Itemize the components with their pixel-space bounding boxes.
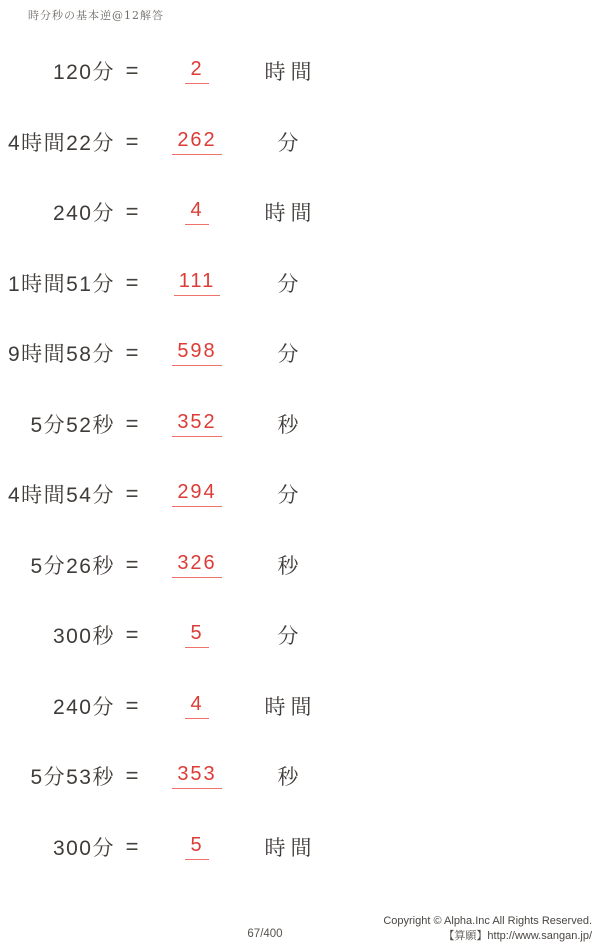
question-text: 1時間51分 (7, 272, 115, 296)
answer-value: 111 (174, 270, 220, 296)
unit-label: 分 (277, 272, 304, 296)
page-title: 時分秒の基本逆@12解答 (28, 9, 164, 22)
unit-label: 分 (277, 131, 304, 155)
problem-list (0, 36, 600, 882)
equals-sign: = (125, 481, 139, 507)
answer-cell (149, 270, 245, 296)
problem-row (0, 459, 600, 530)
answer-value: 5 (185, 834, 208, 860)
problem-row (0, 389, 600, 460)
equals-sign: = (125, 199, 139, 225)
problem-row (0, 177, 600, 248)
problem-row (0, 36, 600, 107)
copyright-line2: 【算願】http://www.sangan.jp/ (443, 929, 592, 942)
unit-label: 時間 (264, 202, 317, 226)
answer-cell (149, 834, 245, 860)
copyright (383, 914, 592, 943)
equals-sign: = (125, 622, 139, 648)
equals-sign: = (125, 410, 139, 436)
equals-sign: = (125, 763, 139, 789)
answer-cell (149, 340, 245, 366)
answer-cell (149, 58, 245, 84)
question-text: 240分 (52, 202, 115, 226)
equals-sign: = (125, 692, 139, 718)
question-text: 5分53秒 (30, 766, 115, 790)
question-text: 300分 (52, 836, 115, 860)
equals-sign: = (125, 833, 139, 859)
answer-value: 262 (172, 129, 221, 155)
answer-cell (149, 199, 245, 225)
answer-value: 2 (185, 58, 208, 84)
answer-cell (149, 763, 245, 789)
answer-cell (149, 622, 245, 648)
equals-sign: = (125, 269, 139, 295)
question-text: 5分26秒 (30, 554, 115, 578)
problem-row (0, 741, 600, 812)
unit-label: 分 (277, 484, 304, 508)
unit-label: 分 (277, 625, 304, 649)
answer-value: 353 (172, 763, 221, 789)
answer-cell (149, 129, 245, 155)
equals-sign: = (125, 551, 139, 577)
question-text: 300秒 (52, 625, 115, 649)
answer-value: 5 (185, 622, 208, 648)
unit-label: 秒 (277, 766, 304, 790)
equals-sign: = (125, 340, 139, 366)
unit-label: 秒 (277, 413, 304, 437)
answer-value: 294 (172, 481, 221, 507)
unit-label: 時間 (264, 695, 317, 719)
page-number: 67/400 (247, 928, 283, 940)
answer-value: 352 (172, 411, 221, 437)
equals-sign: = (125, 58, 139, 84)
question-text: 5分52秒 (30, 413, 115, 437)
answer-value: 4 (185, 199, 208, 225)
problem-row (0, 530, 600, 601)
answer-cell (149, 552, 245, 578)
question-text: 4時間54分 (7, 484, 115, 508)
unit-label: 時間 (264, 836, 317, 860)
copyright-line1: Copyright © Alpha.Inc All Rights Reserved. (383, 915, 592, 927)
answer-value: 598 (172, 340, 221, 366)
equals-sign: = (125, 128, 139, 154)
problem-row (0, 600, 600, 671)
problem-row (0, 671, 600, 742)
unit-label: 分 (277, 343, 304, 367)
answer-value: 326 (172, 552, 221, 578)
answer-cell (149, 411, 245, 437)
question-text: 120分 (52, 61, 115, 85)
answer-cell (149, 693, 245, 719)
problem-row (0, 107, 600, 178)
question-text: 4時間22分 (7, 131, 115, 155)
problem-row (0, 248, 600, 319)
answer-value: 4 (185, 693, 208, 719)
problem-row (0, 318, 600, 389)
question-text: 240分 (52, 695, 115, 719)
unit-label: 秒 (277, 554, 304, 578)
question-text: 9時間58分 (7, 343, 115, 367)
problem-row (0, 812, 600, 883)
unit-label: 時間 (264, 61, 317, 85)
answer-cell (149, 481, 245, 507)
